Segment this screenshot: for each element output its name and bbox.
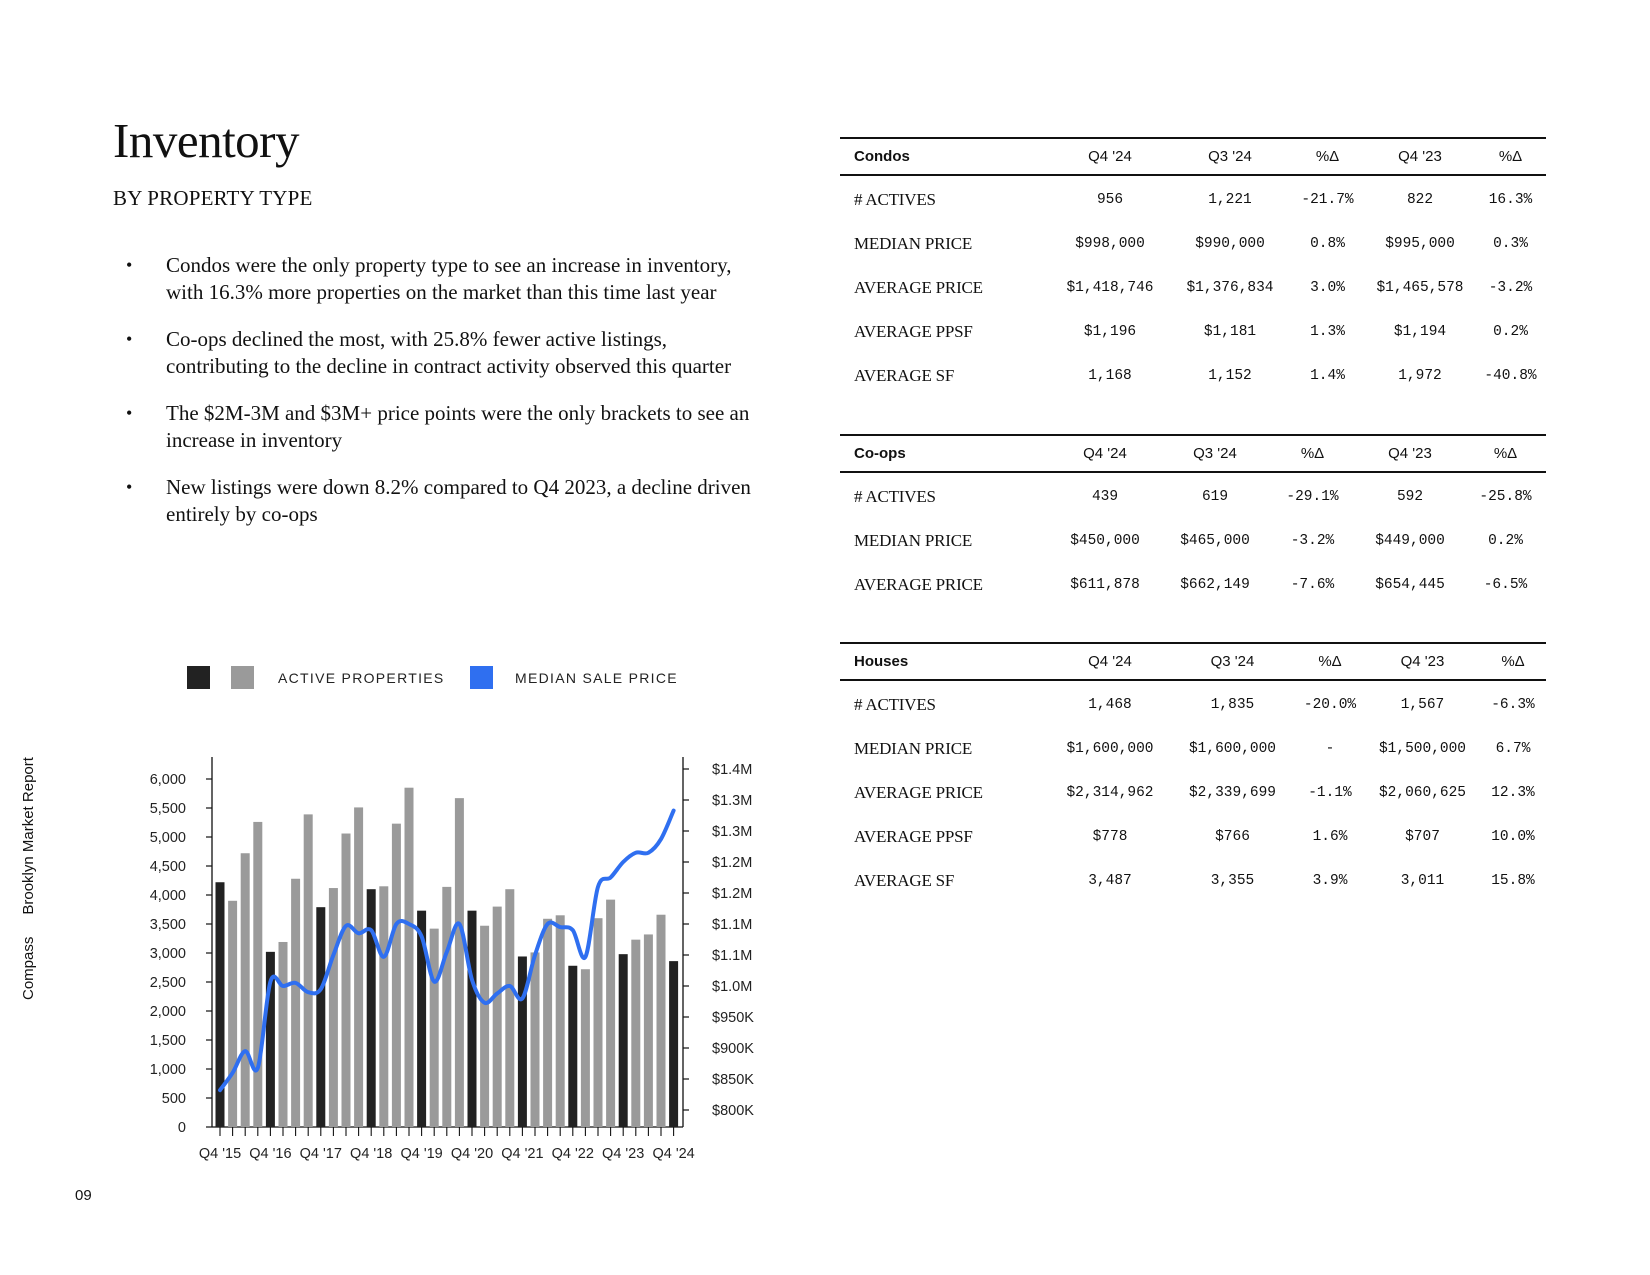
table-cell: 10.0% <box>1491 829 1535 845</box>
column-header: %Δ <box>1295 643 1365 680</box>
table-cell: - <box>1325 741 1335 757</box>
left-axis-tick-label: 5,500 <box>149 801 186 817</box>
active-properties-bar <box>581 969 590 1127</box>
right-axis-tick-label: $850K <box>712 1072 754 1088</box>
x-axis-tick-label: Q4 '16 <box>249 1146 292 1162</box>
table-cell: -40.8% <box>1484 368 1537 384</box>
table-row <box>840 175 1546 222</box>
table-cell: $990,000 <box>1195 236 1265 252</box>
x-axis-tick-label: Q4 '20 <box>450 1146 494 1162</box>
page-title: Inventory <box>113 113 299 168</box>
bullet-dot: • <box>126 477 133 497</box>
column-header: %Δ <box>1270 435 1355 472</box>
table-cell: 3.9% <box>1312 873 1348 889</box>
column-header: %Δ <box>1290 138 1365 175</box>
left-axis-tick-label: 6,000 <box>149 772 186 788</box>
table-cell: $778 <box>1092 829 1128 845</box>
right-axis-tick-label: $1.2M <box>712 855 753 871</box>
table-cell: $1,500,000 <box>1378 741 1466 757</box>
x-axis-tick-label: Q4 '24 <box>652 1146 695 1162</box>
table-cell: -1.1% <box>1308 785 1352 801</box>
active-properties-bar <box>644 934 653 1127</box>
condos-table <box>840 137 1546 398</box>
active-properties-bar <box>367 889 376 1127</box>
table-cell: 1.6% <box>1312 829 1348 845</box>
left-axis-tick-label: 4,500 <box>149 859 186 875</box>
bullet-dot: • <box>126 403 133 423</box>
active-properties-bar <box>543 919 552 1127</box>
column-header: %Δ <box>1480 643 1546 680</box>
table-cell: $1,181 <box>1203 324 1257 340</box>
left-axis-tick-label: 3,000 <box>149 946 186 962</box>
column-header: %Δ <box>1475 138 1546 175</box>
page-subtitle: BY PROPERTY TYPE <box>113 186 313 210</box>
houses-table <box>840 642 1546 903</box>
x-axis-tick-label: Q4 '15 <box>198 1146 242 1162</box>
table-cell: -6.5% <box>1483 577 1528 593</box>
table-cell: 3,011 <box>1400 873 1445 889</box>
active-properties-bar <box>505 889 514 1127</box>
table-cell: $449,000 <box>1375 533 1445 549</box>
table-cell: 15.8% <box>1491 873 1535 889</box>
active-properties-bar <box>405 788 414 1127</box>
active-properties-bar <box>568 966 577 1127</box>
column-header: Q3 '24 <box>1170 643 1295 680</box>
active-properties-bar <box>531 952 540 1127</box>
row-label: # ACTIVES <box>854 487 936 506</box>
table-cell: -29.1% <box>1286 489 1339 505</box>
active-properties-bar <box>329 888 338 1127</box>
left-axis-tick-label: 5,000 <box>149 830 186 846</box>
table-cell: 1,835 <box>1210 697 1255 713</box>
row-label: # ACTIVES <box>854 695 936 714</box>
table-row <box>840 680 1546 727</box>
table-cell: 619 <box>1201 489 1229 505</box>
table-cell: -21.7% <box>1301 192 1354 208</box>
left-axis-tick-label: 2,500 <box>149 975 186 991</box>
active-properties-bar <box>518 956 527 1127</box>
bullet-text: Condos were the only property type to see an increase in inventory, with 16.3% more properties on the market than this time last year <box>166 253 732 304</box>
right-axis-tick-label: $900K <box>712 1041 754 1057</box>
table-cell: $654,445 <box>1375 577 1445 593</box>
row-label: MEDIAN PRICE <box>854 739 973 758</box>
table-cell: -3.2% <box>1290 533 1335 549</box>
row-label: MEDIAN PRICE <box>854 234 973 253</box>
table-cell: -25.8% <box>1479 489 1532 505</box>
active-properties-bar <box>657 915 666 1127</box>
table-cell: 3,487 <box>1088 873 1132 889</box>
right-axis-tick-label: $950K <box>712 1010 754 1026</box>
report-name: Brooklyn Market Report <box>20 757 37 915</box>
row-label: AVERAGE SF <box>854 366 955 385</box>
table-cell: $611,878 <box>1070 577 1140 593</box>
active-properties-bar <box>619 954 628 1127</box>
active-properties-bar <box>455 798 464 1127</box>
right-axis-tick-label: $1.2M <box>712 886 753 902</box>
right-axis-tick-label: $1.3M <box>712 824 753 840</box>
table-header-row <box>840 138 1546 175</box>
bullet-text: New listings were down 8.2% compared to Q4 2023, a decline driven entirely by co-ops <box>166 475 751 526</box>
bullet-text: Co-ops declined the most, with 25.8% fewer active listings, contributing to the decline in contract activity observed this quarter <box>166 327 732 378</box>
column-header: Q3 '24 <box>1160 435 1270 472</box>
column-header: Q4 '23 <box>1365 138 1475 175</box>
row-label: AVERAGE PRICE <box>854 278 983 297</box>
table-cell: $998,000 <box>1075 236 1145 252</box>
table-header-row <box>840 643 1546 680</box>
row-label: AVERAGE PPSF <box>854 322 973 341</box>
table-cell: $1,194 <box>1393 324 1447 340</box>
active-properties-bar <box>430 929 439 1127</box>
active-properties-bar <box>241 853 250 1127</box>
column-header: Q4 '24 <box>1050 435 1160 472</box>
table-cell: 0.3% <box>1493 236 1528 252</box>
table-cell: 1.4% <box>1310 368 1345 384</box>
x-axis-tick-label: Q4 '19 <box>400 1146 443 1162</box>
active-properties-bar <box>279 942 288 1127</box>
bullet-dot: • <box>126 255 133 275</box>
table-cell: 1,567 <box>1400 697 1445 713</box>
table-cell: $1,600,000 <box>1188 741 1276 757</box>
table-cell: 0.2% <box>1488 533 1523 549</box>
table-cell: $1,376,834 <box>1186 280 1274 296</box>
bullet-text: The $2M-3M and $3M+ price points were the only brackets to see an increase in inventory <box>166 401 750 452</box>
table-name: Houses <box>840 643 1050 680</box>
table-cell: $766 <box>1215 829 1250 845</box>
coops-table <box>840 434 1546 607</box>
active-properties-bar <box>669 961 678 1127</box>
row-label: MEDIAN PRICE <box>854 531 973 550</box>
table-row <box>840 771 1546 815</box>
table-cell: 0.8% <box>1310 236 1345 252</box>
table-cell: 822 <box>1406 192 1434 208</box>
x-axis-tick-label: Q4 '22 <box>551 1146 594 1162</box>
table-cell: $707 <box>1405 829 1440 845</box>
table-cell: $2,060,625 <box>1378 785 1466 801</box>
x-axis-tick-label: Q4 '23 <box>602 1146 645 1162</box>
table-row <box>840 519 1546 563</box>
row-label: AVERAGE PRICE <box>854 783 983 802</box>
brand-name: Compass <box>20 936 37 1000</box>
table-row <box>840 859 1546 903</box>
active-properties-bar <box>468 911 477 1127</box>
table-cell: $995,000 <box>1385 236 1455 252</box>
table-cell: -6.3% <box>1491 697 1535 713</box>
row-label: AVERAGE SF <box>854 871 955 890</box>
legend-label-median: MEDIAN SALE PRICE <box>515 670 678 686</box>
table-cell: $1,196 <box>1083 324 1137 340</box>
row-label: # ACTIVES <box>854 190 936 209</box>
table-cell: $1,418,746 <box>1066 280 1154 296</box>
right-axis-tick-label: $800K <box>712 1103 754 1119</box>
table-cell: 3,355 <box>1210 873 1255 889</box>
row-label: AVERAGE PRICE <box>854 575 983 594</box>
left-axis-tick-label: 1,500 <box>149 1033 186 1049</box>
table-cell: 16.3% <box>1488 192 1533 208</box>
active-properties-bar <box>493 907 502 1127</box>
table-cell: 6.7% <box>1495 741 1531 757</box>
column-header: Q4 '24 <box>1050 643 1170 680</box>
table-cell: 1,221 <box>1208 192 1252 208</box>
column-header: Q4 '23 <box>1365 643 1480 680</box>
left-axis-tick-label: 3,500 <box>149 917 186 933</box>
active-properties-bar <box>342 834 351 1127</box>
table-cell: -3.2% <box>1488 280 1533 296</box>
inventory-chart <box>0 0 800 1180</box>
table-cell: 0.2% <box>1493 324 1528 340</box>
bullet-dot: • <box>126 329 133 349</box>
column-header: Q4 '24 <box>1050 138 1170 175</box>
table-row <box>840 354 1546 398</box>
right-axis-tick-label: $1.1M <box>712 917 753 933</box>
table-cell: 1,152 <box>1208 368 1252 384</box>
active-properties-bar <box>379 886 388 1127</box>
active-properties-bar <box>442 887 451 1127</box>
table-row <box>840 472 1546 519</box>
left-axis-tick-label: 1,000 <box>149 1062 186 1078</box>
table-cell: 956 <box>1096 192 1124 208</box>
table-cell: $450,000 <box>1070 533 1140 549</box>
active-properties-bar <box>606 900 615 1127</box>
table-cell: 1,168 <box>1088 368 1132 384</box>
right-axis-tick-label: $1.3M <box>712 793 753 809</box>
table-cell: -7.6% <box>1290 577 1335 593</box>
page-number: 09 <box>75 1187 92 1204</box>
left-axis-tick-label: 500 <box>161 1091 186 1107</box>
x-axis-tick-label: Q4 '18 <box>350 1146 393 1162</box>
right-axis-tick-label: $1.1M <box>712 948 753 964</box>
active-properties-bar <box>316 907 325 1127</box>
active-properties-bar <box>631 940 640 1127</box>
table-row <box>840 815 1546 859</box>
active-properties-bar <box>480 926 489 1127</box>
table-header-row <box>840 435 1546 472</box>
table-cell: 3.0% <box>1310 280 1345 296</box>
table-cell: $1,600,000 <box>1066 741 1154 757</box>
left-axis-tick-label: 0 <box>177 1120 186 1136</box>
active-properties-bar <box>228 901 237 1127</box>
column-header: Q3 '24 <box>1170 138 1290 175</box>
right-axis-tick-label: $1.4M <box>712 762 753 778</box>
table-name: Co-ops <box>840 435 1050 472</box>
table-cell: 1,468 <box>1088 697 1132 713</box>
left-axis-tick-label: 2,000 <box>149 1004 186 1020</box>
row-label: AVERAGE PPSF <box>854 827 973 846</box>
table-name: Condos <box>840 138 1050 175</box>
table-row <box>840 727 1546 771</box>
x-axis-tick-label: Q4 '21 <box>501 1146 544 1162</box>
legend-label-active: ACTIVE PROPERTIES <box>278 670 445 686</box>
table-row <box>840 563 1546 607</box>
active-properties-bar <box>392 824 401 1127</box>
active-properties-bar <box>354 807 363 1127</box>
table-cell: 1.3% <box>1310 324 1345 340</box>
right-axis-tick-label: $1.0M <box>712 979 753 995</box>
active-properties-bar <box>291 879 300 1127</box>
column-header: %Δ <box>1465 435 1546 472</box>
active-properties-bar <box>304 814 313 1127</box>
active-properties-bar <box>253 822 262 1127</box>
table-cell: 1,972 <box>1398 368 1442 384</box>
table-row <box>840 222 1546 266</box>
table-cell: 592 <box>1396 489 1424 505</box>
table-row <box>840 266 1546 310</box>
active-properties-bar <box>556 915 565 1127</box>
column-header: Q4 '23 <box>1355 435 1465 472</box>
table-cell: $2,314,962 <box>1066 785 1154 801</box>
left-axis-tick-label: 4,000 <box>149 888 186 904</box>
table-cell: 12.3% <box>1491 785 1535 801</box>
table-row <box>840 310 1546 354</box>
table-cell: $1,465,578 <box>1376 280 1464 296</box>
table-cell: -20.0% <box>1303 697 1357 713</box>
x-axis-tick-label: Q4 '17 <box>299 1146 342 1162</box>
table-cell: $465,000 <box>1180 533 1250 549</box>
table-cell: $662,149 <box>1180 577 1250 593</box>
table-cell: $2,339,699 <box>1188 785 1276 801</box>
table-cell: 439 <box>1091 489 1119 505</box>
active-properties-bar <box>594 918 603 1127</box>
